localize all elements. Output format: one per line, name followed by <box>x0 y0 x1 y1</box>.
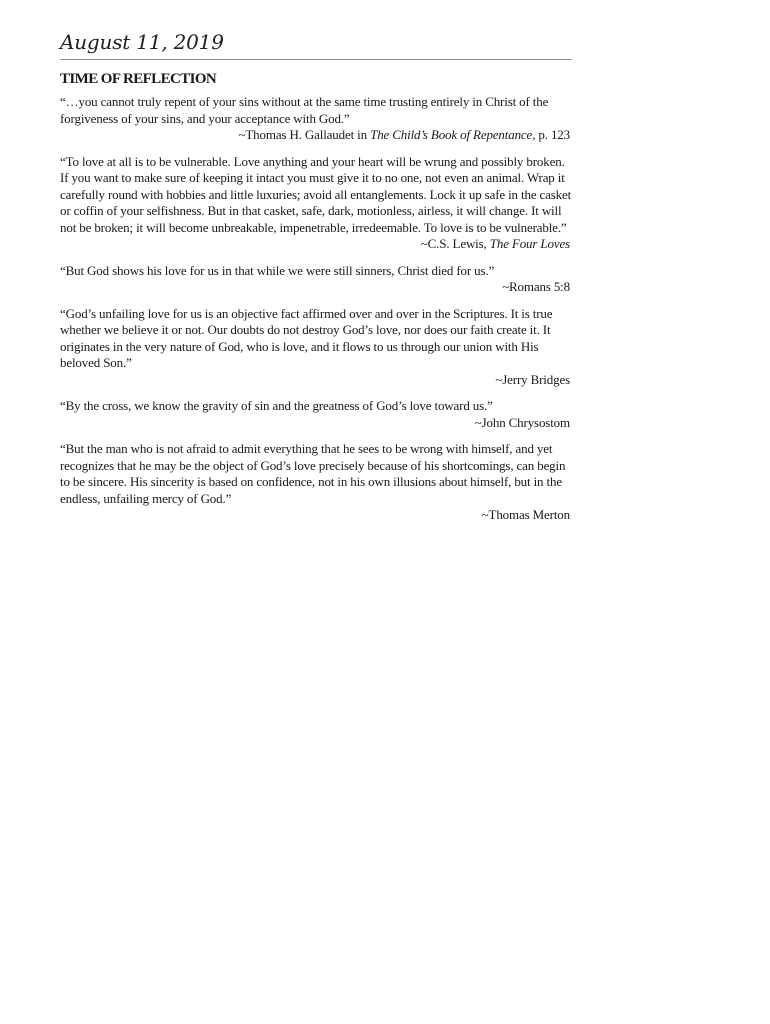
quote-block <box>60 306 572 389</box>
quote-text: “But the man who is not afraid to admit everything that he sees to be wrong with himself, and yet recognizes that he may be the object of God’s love precisely because of his shortcomings, can begin to be sincere. His sincerity is based on confidence, not in his own illusions about himself, but in the endless, unfailing mercy of God.” <box>60 441 566 506</box>
section-title: TIME OF REFLECTION <box>60 71 217 87</box>
attribution-author: ~Thomas H. Gallaudet in <box>238 127 371 142</box>
quote-block <box>60 154 572 253</box>
quote-block <box>60 398 572 431</box>
quote-text: “…you cannot truly repent of your sins without at the same time trusting entirely in Christ of the forgiveness of your sins, and your acceptance with God.” <box>60 94 549 126</box>
quote-text: “But God shows his love for us in that while we were still sinners, Christ died for us.” <box>60 262 495 278</box>
attribution-author: ~Jerry Bridges <box>495 371 570 387</box>
page-date: August 11, 2019 <box>60 30 224 54</box>
quote-block <box>60 263 572 296</box>
attribution-page: , p. 123 <box>532 127 570 142</box>
quote-attribution <box>60 279 572 296</box>
quote-attribution <box>60 236 572 253</box>
quote-attribution <box>60 372 572 389</box>
quote-attribution <box>60 507 572 524</box>
quote-block <box>60 94 572 144</box>
attribution-work-title: The Child’s Book of Repentance <box>370 127 533 142</box>
attribution-author: ~Romans 5:8 <box>502 279 570 294</box>
attribution-work-title: The Four Loves <box>489 236 570 251</box>
quote-attribution <box>60 127 572 144</box>
quote-attribution <box>60 415 572 432</box>
quote-text: “To love at all is to be vulnerable. Love anything and your heart will be wrung and possibly broken. If you want to make sure of keeping it intact you must give it to no one, not even an animal. Wrap it carefully round with hobbies and little luxuries; avoid all entanglements. Lock it up safe in the casket or coffin of your selfishness. But in that casket, safe, dark, motionless, airless, it will change. It will not be broken; it will become unbreakable, impenetrable, irredeemable. To love is to be vulnerable.” <box>60 153 572 235</box>
header-divider <box>60 59 572 60</box>
quote-block <box>60 441 572 524</box>
attribution-author: ~C.S. Lewis, <box>420 236 490 251</box>
quote-text: “By the cross, we know the gravity of sin and the greatness of God’s love toward us.” <box>60 398 493 413</box>
attribution-author: ~Thomas Merton <box>481 507 570 522</box>
quote-text: “God’s unfailing love for us is an objective fact affirmed over and over in the Scriptures. It is true whether we believe it or not. Our doubts do not destroy God’s love, nor does our faith create it. It originates in the very nature of God, who is love, and it flows to us through our union with His beloved Son.” <box>60 305 553 370</box>
document-page <box>60 28 572 524</box>
attribution-author: ~John Chrysostom <box>474 414 570 430</box>
